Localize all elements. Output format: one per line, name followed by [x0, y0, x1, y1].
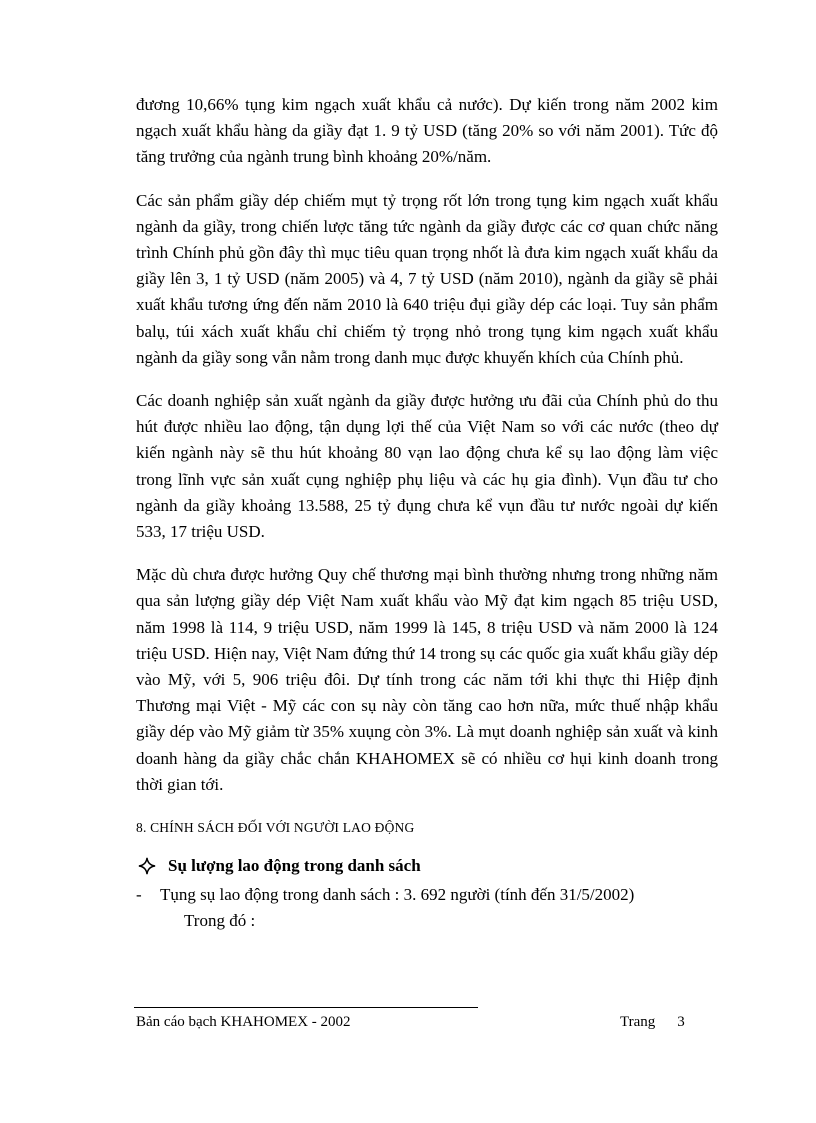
bullet-text: Tụng sụ lao động trong danh sách : 3. 692 người (tính đến 31/5/2002)	[160, 885, 635, 905]
paragraph-export-growth: đương 10,66% tụng kim ngạch xuất khẩu cả nước). Dự kiến trong năm 2002 kim ngạch xuất khẩu hàng da giầy đạt 1. 9 tỷ USD (tăng 20% so với năm 2001). Tức độ tăng trưởng của ngành trung bình khoảng 20%/năm.	[136, 95, 718, 167]
sub-heading	[136, 854, 718, 878]
diamond-star-icon	[138, 857, 156, 875]
sub-heading-text: Sụ lượng lao động trong danh sách	[168, 856, 421, 876]
footer-title: Bản cáo bạch KHAHOMEX - 2002	[136, 1014, 351, 1030]
bullet-item-total-workers	[136, 882, 718, 908]
footer-page	[620, 1012, 685, 1032]
footer-page-number: 3	[677, 1014, 685, 1030]
bullet-dash: -	[136, 885, 142, 905]
indent-text: Trong đó :	[184, 911, 256, 931]
paragraph-incentives: Các doanh nghiệp sản xuất ngành da giầy được hưởng ưu đãi của Chính phủ do thu hút được nhiều lao động, tận dụng lợi thế của Việt Nam so với các nước (theo dự kiến ngành này sẽ thu hút khoảng 80 vạn lao động chưa kể sụ lao động làm việc trong lĩnh vực sản xuất cụng nghiệp phụ liệu và các hụ gia đình). Vụn đầu tư cho ngành da giầy khoảng 13.588, 25 tỷ đụng chưa kể vụn đầu tư nước ngoài dự kiến 533, 17 triệu USD.	[136, 391, 718, 542]
paragraph-footwear-strategy: Các sản phẩm giầy dép chiếm mụt tỷ trọng rốt lớn trong tụng kim ngạch xuất khẩu ngành da giầy, trong chiến lược tăng tức ngành da giầy được các cơ quan chức năng trình Chính phủ gồn đây thì mục tiêu quan trọng nhốt là đưa kim ngạch xuất khẩu da giầy lên 3, 1 tỷ USD (năm 2005) và 4, 7 tỷ USD (năm 2010), ngành da giầy sẽ phải xuất khẩu tương ứng đến năm 2010 là 640 triệu đụi giầy dép các loại. Tuy sản phẩm balụ, túi xách xuất khẩu chỉ chiếm tỷ trọng nhỏ trong tụng kim ngạch xuất khẩu ngành da giầy song vẫn nằm trong danh mục được khuyến khích của Chính phủ.	[136, 190, 718, 367]
footer-page-label: Trang	[620, 1014, 656, 1030]
body-text	[136, 92, 718, 934]
section-heading: 8. CHÍNH SÁCH ĐỐI VỚI NGƯỜI LAO ĐỘNG	[136, 820, 415, 836]
paragraph-us-market: Mặc dù chưa được hưởng Quy chế thương mại bình thường nhưng trong những năm qua sản lượng giầy dép Việt Nam xuất khẩu vào Mỹ đạt kim ngạch 85 triệu USD, năm 1998 là 114, 9 triệu USD, năm 1999 là 145, 8 triệu USD và năm 2000 là 124 triệu USD. Hiện nay, Việt Nam đứng thứ 14 trong sụ các quốc gia xuất khẩu giầy dép vào Mỹ, với 5, 906 triệu đôi. Dự tính trong các năm tới khi thực thi Hiệp định Thương mại Việt - Mỹ các con sụ này còn tăng cao hơn nữa, mức thuế nhập khẩu giầy dép vào Mỹ giảm từ 35% xuụng còn 3%. Là mụt doanh nghiệp sản xuất và kinh doanh hàng da giầy chắc chắn KHAHOMEX sẽ có nhiều cơ hụi kinh doanh trong thời gian tới.	[136, 565, 718, 794]
footer-divider	[134, 1007, 478, 1008]
